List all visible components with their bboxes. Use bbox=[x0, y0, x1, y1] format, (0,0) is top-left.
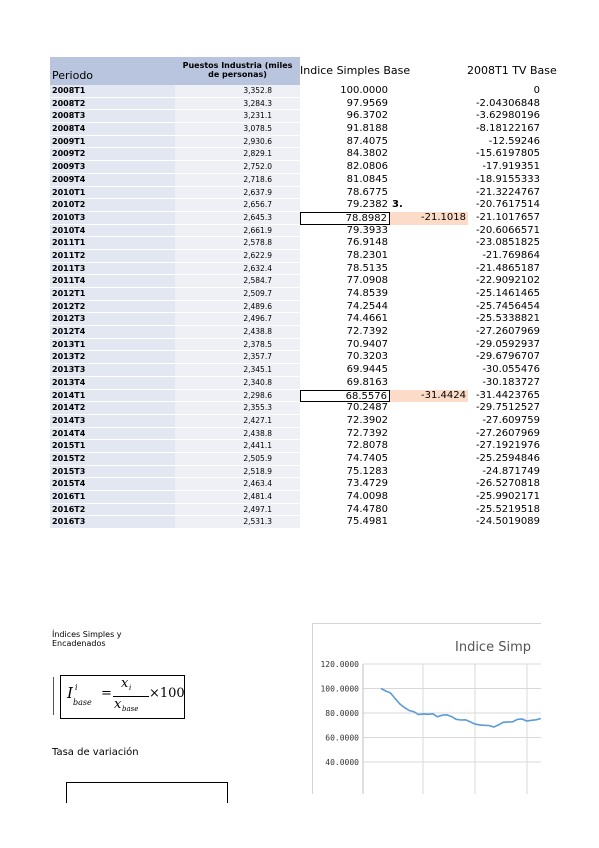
tv-cell[interactable]: -22.9092102 bbox=[475, 275, 540, 287]
period-cell[interactable]: 2015T2 bbox=[50, 453, 175, 466]
tv-cell[interactable]: -27.2607969 bbox=[475, 326, 540, 338]
index-cell[interactable]: 70.2487 bbox=[346, 402, 388, 414]
jobs-cell[interactable]: 2,930.6 bbox=[175, 136, 300, 149]
period-cell[interactable]: 2013T1 bbox=[50, 339, 175, 352]
index-cell[interactable]: 75.1283 bbox=[346, 465, 388, 477]
index-cell[interactable]: 82.0806 bbox=[346, 161, 388, 173]
table-row bbox=[50, 301, 540, 314]
tv-cell[interactable]: -12.59246 bbox=[488, 135, 540, 147]
formula-image[interactable] bbox=[60, 675, 185, 719]
tv-cell[interactable]: -26.5270818 bbox=[475, 478, 540, 490]
period-cell[interactable]: 2008T3 bbox=[50, 110, 175, 123]
tv-cell[interactable]: -30.055476 bbox=[482, 364, 540, 376]
jobs-cell[interactable]: 3,352.8 bbox=[175, 85, 300, 98]
table-row bbox=[50, 174, 540, 187]
table-row bbox=[50, 516, 540, 529]
y-tick-label: 120.0000 bbox=[320, 660, 359, 669]
header-tv[interactable] bbox=[420, 57, 557, 85]
formula-denominator-sub: base bbox=[122, 705, 139, 713]
tv-cell[interactable]: -21.1017657 bbox=[475, 211, 540, 223]
header-index[interactable] bbox=[300, 57, 420, 85]
y-tick-label: 80.0000 bbox=[325, 709, 359, 718]
tv-cell[interactable]: -27.2607969 bbox=[475, 427, 540, 439]
period-cell[interactable]: 2009T4 bbox=[50, 174, 175, 187]
jobs-cell[interactable]: 2,496.7 bbox=[175, 313, 300, 326]
index-cell[interactable]: 69.8163 bbox=[346, 376, 388, 388]
index-cell[interactable]: 68.5576 bbox=[300, 390, 390, 403]
tv-cell[interactable]: -17.919351 bbox=[482, 161, 540, 173]
period-cell[interactable]: 2010T1 bbox=[50, 187, 175, 200]
tv-cell[interactable]: -21.4865187 bbox=[475, 262, 540, 274]
tv-cell[interactable]: -23.0851825 bbox=[475, 237, 540, 249]
period-cell[interactable]: 2013T4 bbox=[50, 377, 175, 390]
period-cell[interactable]: 2012T3 bbox=[50, 313, 175, 326]
period-cell[interactable]: 2014T4 bbox=[50, 428, 175, 441]
jobs-cell[interactable]: 2,661.9 bbox=[175, 225, 300, 238]
index-cell[interactable]: 100.0000 bbox=[340, 85, 388, 96]
index-cell[interactable]: 72.7392 bbox=[346, 427, 388, 439]
tv-cell[interactable]: -8.18122167 bbox=[475, 123, 540, 135]
index-cell[interactable]: 69.9445 bbox=[346, 364, 388, 376]
jobs-cell[interactable]: 2,578.8 bbox=[175, 237, 300, 250]
jobs-cell[interactable]: 2,441.1 bbox=[175, 440, 300, 453]
tv-cell[interactable]: -24.5019089 bbox=[475, 516, 540, 528]
period-cell[interactable]: 2016T3 bbox=[50, 516, 175, 529]
period-cell[interactable]: 2010T4 bbox=[50, 225, 175, 238]
index-cell[interactable]: 84.3802 bbox=[346, 148, 388, 160]
index-cell[interactable]: 73.4729 bbox=[346, 478, 388, 490]
index-cell[interactable]: 81.0845 bbox=[346, 173, 388, 185]
table-row bbox=[50, 390, 540, 403]
header-jobs[interactable] bbox=[175, 57, 300, 85]
table-row bbox=[50, 326, 540, 339]
header-jobs-line1: Puestos Industria (miles bbox=[182, 61, 293, 70]
index-cell[interactable]: 79.2382 bbox=[346, 199, 388, 211]
table-row bbox=[50, 250, 540, 263]
jobs-cell[interactable]: 2,637.9 bbox=[175, 187, 300, 200]
header-jobs-line2: de personas) bbox=[208, 70, 267, 79]
tasa-formula-image[interactable] bbox=[66, 782, 228, 803]
period-cell[interactable]: 2010T3 bbox=[50, 212, 175, 225]
jobs-cell[interactable]: 3,078.5 bbox=[175, 123, 300, 136]
jobs-cell[interactable]: 2,340.8 bbox=[175, 377, 300, 390]
caption-indices-line1: Índices Simples y bbox=[52, 630, 122, 639]
jobs-cell[interactable]: 2,357.7 bbox=[175, 351, 300, 364]
tv-cell[interactable]: -15.6197805 bbox=[475, 148, 540, 160]
tv-cell[interactable]: -21.3224767 bbox=[475, 186, 540, 198]
jobs-cell[interactable]: 3,284.3 bbox=[175, 98, 300, 111]
jobs-cell[interactable]: 2,509.7 bbox=[175, 288, 300, 301]
table-row bbox=[50, 364, 540, 377]
jobs-cell[interactable]: 2,298.6 bbox=[175, 390, 300, 403]
y-tick-label: 40.0000 bbox=[325, 758, 359, 767]
index-cell[interactable]: 72.3902 bbox=[346, 414, 388, 426]
table-row bbox=[50, 148, 540, 161]
jobs-cell[interactable]: 2,427.1 bbox=[175, 415, 300, 428]
jobs-cell[interactable]: 2,505.9 bbox=[175, 453, 300, 466]
index-cell[interactable]: 78.8982 bbox=[300, 212, 390, 225]
table-row bbox=[50, 212, 540, 225]
index-cell[interactable]: 74.7405 bbox=[346, 452, 388, 464]
jobs-cell[interactable]: 2,718.6 bbox=[175, 174, 300, 187]
period-cell[interactable]: 2014T1 bbox=[50, 390, 175, 403]
tv-cell[interactable]: -25.1461465 bbox=[475, 288, 540, 299]
table-row bbox=[50, 339, 540, 352]
index-cell[interactable]: 79.3933 bbox=[346, 224, 388, 236]
index-cell[interactable]: 74.2544 bbox=[346, 300, 388, 312]
y-tick-label: 60.0000 bbox=[325, 733, 359, 743]
period-cell[interactable]: 2015T1 bbox=[50, 440, 175, 453]
extra-cell[interactable]: -21.1018 bbox=[390, 212, 468, 225]
caption-indices bbox=[52, 630, 122, 648]
tv-cell[interactable]: -29.0592937 bbox=[475, 338, 540, 350]
index-cell[interactable]: 72.8078 bbox=[346, 440, 388, 452]
jobs-cell[interactable]: 2,481.4 bbox=[175, 491, 300, 504]
tv-cell[interactable]: -25.5219518 bbox=[475, 503, 540, 515]
jobs-cell[interactable]: 2,656.7 bbox=[175, 199, 300, 212]
period-cell[interactable]: 2016T1 bbox=[50, 491, 175, 504]
tv-cell[interactable]: -20.6066571 bbox=[475, 224, 540, 236]
header-period[interactable] bbox=[50, 57, 175, 85]
index-cell[interactable]: 76.9148 bbox=[346, 237, 388, 249]
index-cell[interactable]: 78.5135 bbox=[346, 262, 388, 274]
table-row bbox=[50, 402, 540, 415]
table-row bbox=[50, 237, 540, 250]
table-row bbox=[50, 187, 540, 200]
formula-sub: base bbox=[73, 698, 92, 707]
index-chart-svg bbox=[313, 624, 541, 794]
period-cell[interactable]: 2012T2 bbox=[50, 301, 175, 314]
jobs-cell[interactable]: 2,752.0 bbox=[175, 161, 300, 174]
table-row bbox=[50, 313, 540, 326]
table-row bbox=[50, 491, 540, 504]
tv-cell[interactable]: -18.9155333 bbox=[475, 173, 540, 185]
table-row bbox=[50, 440, 540, 453]
jobs-cell[interactable]: 2,489.6 bbox=[175, 301, 300, 314]
table-row bbox=[50, 466, 540, 479]
table-row bbox=[50, 288, 540, 301]
period-cell[interactable]: 2014T3 bbox=[50, 415, 175, 428]
table-row bbox=[50, 504, 540, 517]
tv-cell[interactable]: -29.6796707 bbox=[475, 351, 540, 363]
tv-cell[interactable]: -30.183727 bbox=[482, 376, 540, 388]
table-row bbox=[50, 263, 540, 276]
index-cell[interactable]: 75.4981 bbox=[346, 516, 388, 528]
index-cell[interactable]: 97.9569 bbox=[346, 97, 388, 109]
tv-cell[interactable]: -27.1921976 bbox=[475, 440, 540, 452]
jobs-cell[interactable]: 2,584.7 bbox=[175, 275, 300, 288]
period-cell[interactable]: 2010T2 bbox=[50, 199, 175, 212]
jobs-cell[interactable]: 2,463.4 bbox=[175, 478, 300, 491]
period-cell[interactable]: 2016T2 bbox=[50, 504, 175, 517]
tv-cell[interactable]: -25.7456454 bbox=[475, 300, 540, 312]
table-row bbox=[50, 478, 540, 491]
tv-cell[interactable]: -31.4423765 bbox=[475, 389, 540, 401]
table-row bbox=[50, 123, 540, 136]
period-cell[interactable]: 2009T1 bbox=[50, 136, 175, 149]
formula-I: I bbox=[67, 684, 73, 702]
period-cell[interactable]: 2013T3 bbox=[50, 364, 175, 377]
tv-cell[interactable]: -20.7617514 bbox=[475, 199, 540, 211]
header-period-label: Periodo bbox=[52, 69, 94, 82]
index-cell[interactable]: 74.0098 bbox=[346, 491, 388, 502]
index-chart[interactable] bbox=[312, 623, 541, 794]
index-cell[interactable]: 70.9407 bbox=[346, 338, 388, 350]
tv-cell[interactable]: -3.62980196 bbox=[475, 110, 540, 122]
index-cell[interactable]: 70.3203 bbox=[346, 351, 388, 363]
index-cell[interactable]: 78.2301 bbox=[346, 249, 388, 261]
period-cell[interactable]: 2009T3 bbox=[50, 161, 175, 174]
jobs-cell[interactable]: 2,355.3 bbox=[175, 402, 300, 415]
formula-times-100: ×100 bbox=[149, 686, 185, 701]
table-row bbox=[50, 428, 540, 441]
table-row bbox=[50, 225, 540, 238]
table-row bbox=[50, 275, 540, 288]
header-index-label: Indice Simples Base bbox=[300, 64, 411, 77]
index-cell[interactable]: 96.3702 bbox=[346, 110, 388, 122]
series-line[interactable] bbox=[381, 689, 541, 728]
formula-denominator: x bbox=[114, 697, 122, 712]
period-cell[interactable]: 2011T3 bbox=[50, 263, 175, 276]
chart-title: Indice Simp bbox=[455, 640, 531, 655]
jobs-cell[interactable]: 2,497.1 bbox=[175, 504, 300, 517]
tv-cell[interactable]: 0 bbox=[533, 85, 540, 96]
tv-cell[interactable]: -29.7512527 bbox=[475, 402, 540, 414]
table-row bbox=[50, 199, 540, 212]
extra-cell[interactable]: 3. bbox=[392, 199, 403, 211]
jobs-cell[interactable]: 2,829.1 bbox=[175, 148, 300, 161]
period-cell[interactable]: 2012T1 bbox=[50, 288, 175, 301]
index-cell[interactable]: 77.0908 bbox=[346, 275, 388, 287]
period-cell[interactable]: 2012T4 bbox=[50, 326, 175, 339]
data-rows bbox=[50, 85, 540, 529]
jobs-cell[interactable]: 2,438.8 bbox=[175, 428, 300, 441]
formula-numerator: x bbox=[121, 676, 129, 691]
table-row bbox=[50, 110, 540, 123]
index-cell[interactable]: 78.6775 bbox=[346, 186, 388, 198]
jobs-cell[interactable]: 3,231.1 bbox=[175, 110, 300, 123]
table-row bbox=[50, 453, 540, 466]
tv-cell[interactable]: -24.871749 bbox=[482, 465, 540, 477]
period-cell[interactable]: 2008T4 bbox=[50, 123, 175, 136]
caption-tasa: Tasa de variación bbox=[52, 747, 139, 758]
period-cell[interactable]: 2008T1 bbox=[50, 85, 175, 98]
formula-numerator-sub: i bbox=[129, 684, 132, 692]
tv-cell[interactable]: -27.609759 bbox=[482, 414, 540, 426]
jobs-cell[interactable]: 2,622.9 bbox=[175, 250, 300, 263]
jobs-cell[interactable]: 2,645.3 bbox=[175, 212, 300, 225]
index-cell[interactable]: 87.4075 bbox=[346, 135, 388, 147]
tv-cell[interactable]: -25.5338821 bbox=[475, 313, 540, 325]
table-row bbox=[50, 377, 540, 390]
y-tick-label: 100.0000 bbox=[320, 684, 359, 694]
period-cell[interactable]: 2013T2 bbox=[50, 351, 175, 364]
tv-cell[interactable]: -2.04306848 bbox=[475, 97, 540, 109]
table-row bbox=[50, 136, 540, 149]
formula-sup: i bbox=[75, 683, 78, 692]
jobs-cell[interactable]: 2,632.4 bbox=[175, 263, 300, 276]
period-cell[interactable]: 2015T3 bbox=[50, 466, 175, 479]
tv-cell[interactable]: -21.769864 bbox=[482, 249, 540, 261]
period-cell[interactable]: 2011T1 bbox=[50, 237, 175, 250]
table-row bbox=[50, 351, 540, 364]
formula-equals: = bbox=[101, 686, 112, 701]
jobs-cell[interactable]: 2,438.8 bbox=[175, 326, 300, 339]
header-tv-label: 2008T1 TV Base bbox=[467, 64, 557, 77]
table-row bbox=[50, 161, 540, 174]
jobs-cell[interactable]: 2,378.5 bbox=[175, 339, 300, 352]
period-cell[interactable]: 2015T4 bbox=[50, 478, 175, 491]
formula-cursor-bar bbox=[53, 677, 54, 715]
table-row bbox=[50, 98, 540, 111]
tv-cell[interactable]: -25.2594846 bbox=[475, 452, 540, 464]
table-row bbox=[50, 415, 540, 428]
period-cell[interactable]: 2014T2 bbox=[50, 402, 175, 415]
period-cell[interactable]: 2009T2 bbox=[50, 148, 175, 161]
index-cell[interactable]: 74.8539 bbox=[346, 288, 388, 299]
table-row bbox=[50, 85, 540, 98]
period-cell[interactable]: 2011T4 bbox=[50, 275, 175, 288]
jobs-cell[interactable]: 2,531.3 bbox=[175, 516, 300, 529]
jobs-cell[interactable]: 2,518.9 bbox=[175, 466, 300, 479]
jobs-cell[interactable]: 2,345.1 bbox=[175, 364, 300, 377]
period-cell[interactable]: 2008T2 bbox=[50, 98, 175, 111]
index-cell[interactable]: 91.8188 bbox=[346, 123, 388, 135]
index-cell[interactable]: 74.4780 bbox=[346, 503, 388, 515]
extra-cell[interactable]: -31.4424 bbox=[390, 390, 468, 403]
index-cell[interactable]: 72.7392 bbox=[346, 326, 388, 338]
caption-indices-line2: Encadenados bbox=[52, 639, 106, 648]
tv-cell[interactable]: -25.9902171 bbox=[475, 491, 540, 502]
period-cell[interactable]: 2011T2 bbox=[50, 250, 175, 263]
index-cell[interactable]: 74.4661 bbox=[346, 313, 388, 325]
